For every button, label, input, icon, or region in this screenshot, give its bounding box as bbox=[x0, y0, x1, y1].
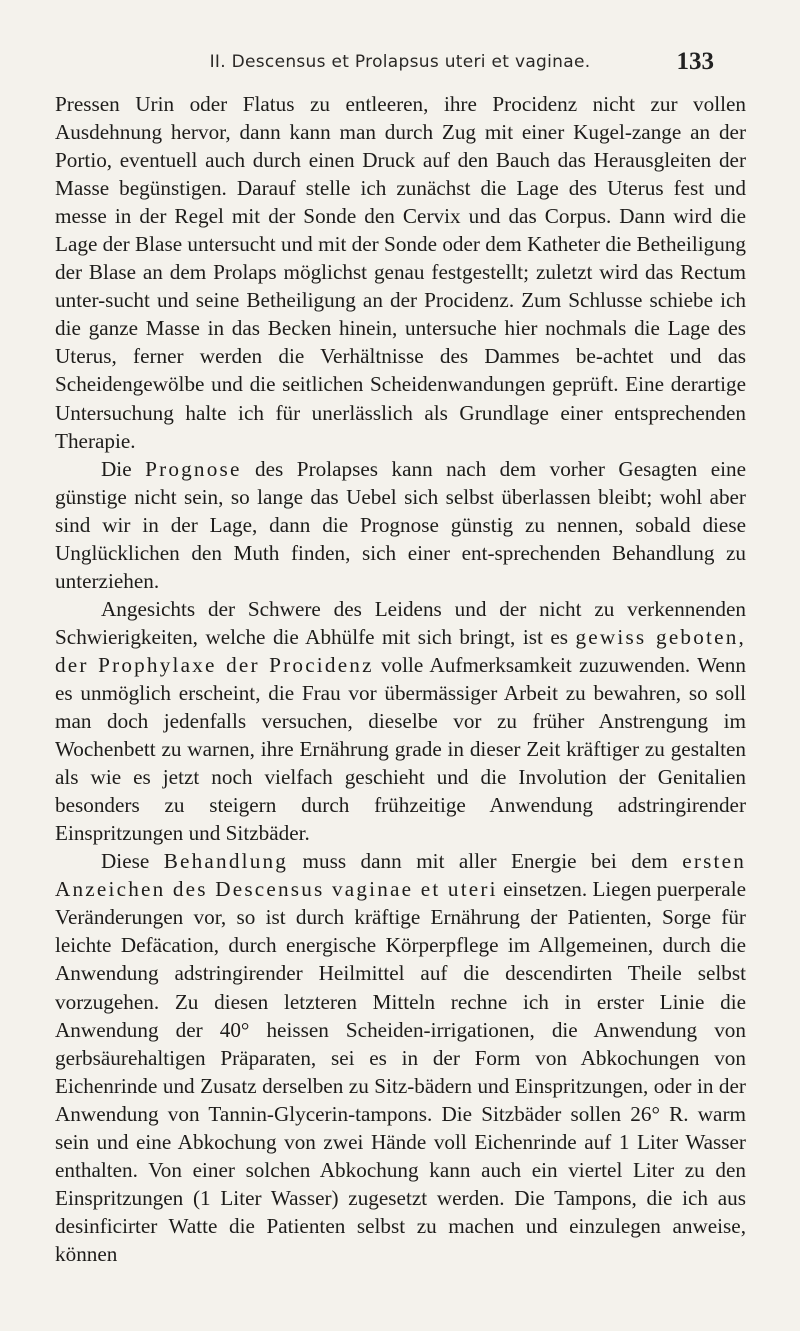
paragraph-3 bbox=[55, 595, 746, 847]
body-text bbox=[55, 90, 746, 1268]
spaced-emphasis: ersten Anzeichen des Descensus vaginae et uteri bbox=[55, 849, 747, 902]
text-segment: einsetzen. Liegen puerperale Veränderungen vor, so ist durch kräftige Ernährung der Patienten, Sorge für leichte Defäcation, durch energische Körperpflege im Allgemeinen, durch die Anwendung adstringirender Heilmittel auf die descendirten Theile selbst vorzugehen. Zu diesen letzteren Mitteln rechne ich in erster Linie die Anwendung der 40° heissen Scheiden-irrigationen, die Anwendung von gerbsäurehaltigen Präparaten, sei es in der Form von Abkochungen von Eichenrinde und Zusatz derselben zu Sitz-bädern und Einspritzungen, oder in der Anwendung von Tannin-Glycerin-tampons. Die Sitzbäder sollen 26° R. warm sein und eine Abkochung von zwei Hände voll Eichenrinde auf 1 Liter Wasser enthalten. Von einer solchen Abkochung kann auch ein viertel Liter zu den Einspritzungen (1 Liter Wasser) zugesetzt werden. Die Tampons, die ich aus desinficirter Watte die Patienten selbst zu machen und einzulegen anweise, können bbox=[55, 877, 747, 1266]
text-segment: volle Aufmerksamkeit zuzuwenden. Wenn es unmöglich erscheint, die Frau vor übermässiger Arbeit zu bewahren, so soll man doch jedenfalls versuchen, dieselbe vor zu früher Anstrengung im Wochenbett zu warnen, ihre Ernährung grade in dieser Zeit kräftiger zu gestalten als wie es jetzt noch vielfach geschieht und die Involution der Genitalien besonders zu steigern durch frühzeitige Anwendung adstringirender Einspritzungen und Sitzbäder. bbox=[55, 652, 746, 846]
paragraph-4 bbox=[55, 847, 746, 1268]
paragraph-2 bbox=[55, 455, 746, 595]
text-segment: des Prolapses kann nach dem vorher Gesagten eine günstige nicht sein, so lange das Uebel sich selbst überlassen bleibt; wohl aber sind wir in der Lage, dann die Prognose günstig zu nennen, sobald diese Unglücklichen den Muth finden, sich einer ent-sprechenden Behandlung zu unterziehen. bbox=[55, 456, 747, 593]
running-title: II. Descensus et Prolapsus uteri et vaginae. bbox=[209, 52, 591, 72]
page-number: 133 bbox=[676, 48, 714, 75]
spaced-emphasis: Behandlung bbox=[163, 849, 289, 874]
text-segment: Die bbox=[101, 456, 146, 481]
text-segment: muss dann mit aller Energie bei dem bbox=[288, 849, 683, 874]
spaced-emphasis: Prognose bbox=[145, 456, 242, 481]
spaced-emphasis: gewiss geboten, der Prophylaxe der Procidenz bbox=[55, 624, 746, 677]
text-segment: Diese bbox=[101, 849, 164, 874]
page-header bbox=[0, 48, 800, 82]
paragraph-1 bbox=[55, 90, 746, 455]
text-segment: Angesichts der Schwere des Leidens und der nicht zu verkennenden Schwierigkeiten, welche die Abhülfe mit sich bringt, ist es bbox=[55, 596, 746, 649]
text-segment: Pressen Urin oder Flatus zu entleeren, ihre Procidenz nicht zur vollen Ausdehnung hervor, dann kann man durch Zug mit einer Kugel-zange an der Portio, eventuell auch durch einen Druck auf den Bauch das Herausgleiten der Masse begünstigen. Darauf stelle ich zunächst die Lage des Uterus fest und messe in der Regel mit der Sonde den Cervix und das Corpus. Dann wird die Lage der Blase untersucht und mit der Sonde oder dem Katheter die Betheiligung der Blase an dem Prolaps möglichst genau festgestellt; zuletzt wird das Rectum unter-sucht und seine Betheiligung an der Procidenz. Zum Schlusse schiebe ich die ganze Masse in das Becken hinein, untersuche hier nochmals die Lage des Uterus, ferner werden die Verhältnisse des Dammes be-achtet und das Scheidengewölbe und die seitlichen Scheidenwandungen geprüft. Eine derartige Untersuchung halte ich für unerlässlich als Grundlage einer entsprechenden Therapie. bbox=[55, 92, 746, 453]
